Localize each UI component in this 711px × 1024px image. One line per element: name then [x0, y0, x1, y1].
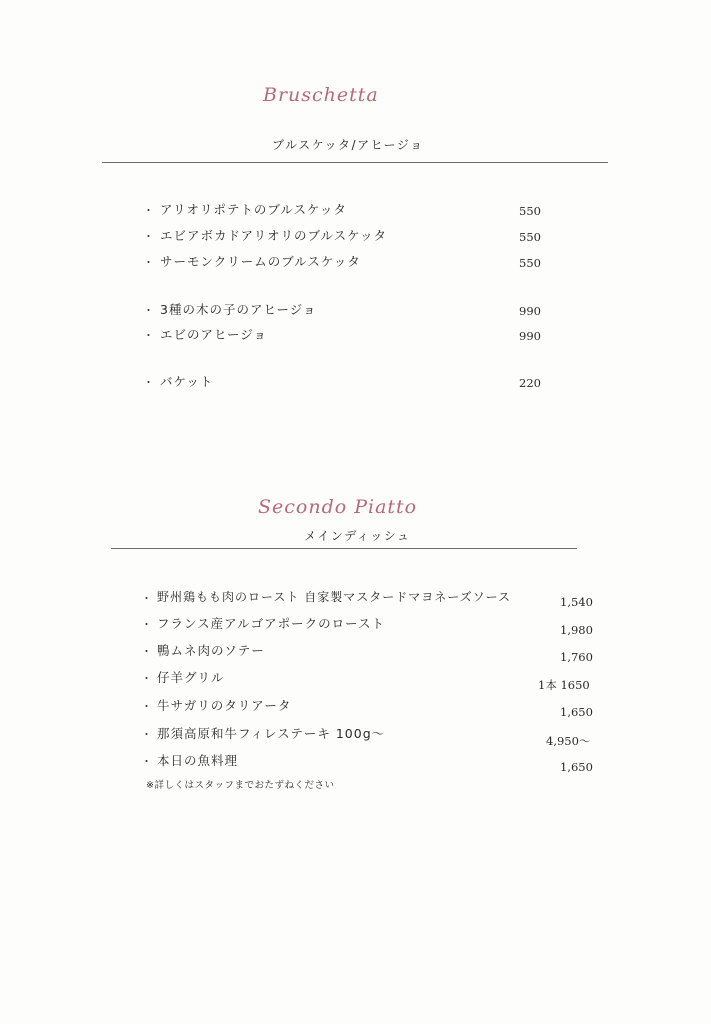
item-name: 野州鶏もも肉のロースト 自家製マスタードマヨネーズソース: [157, 590, 512, 604]
bullet: ・: [141, 700, 152, 713]
item-price: 1,540: [560, 595, 593, 609]
secondo-piatto-subtitle: メインディッシュ: [304, 529, 411, 543]
bruschetta-subtitle: ブルスケッタ/アヒージョ: [272, 138, 424, 152]
bruschetta-script-title: Bruschetta: [263, 84, 379, 106]
item-name: 本日の魚料理: [157, 753, 239, 768]
bullet: ・: [141, 728, 152, 741]
bullet: ・: [143, 329, 154, 342]
menu-item: [0, 226, 711, 246]
secondo-piatto-script-title: Secondo Piatto: [258, 496, 418, 518]
item-name: バケット: [160, 374, 214, 389]
item-price: 1,760: [560, 650, 593, 664]
item-name: 牛サガリのタリアータ: [157, 698, 292, 713]
item-name: エビのアヒージョ: [160, 327, 268, 342]
bullet: ・: [141, 755, 152, 768]
item-price: 1,650: [560, 760, 593, 774]
bullet: ・: [141, 645, 152, 658]
item-name: 那須高原和牛フィレステーキ 100g～: [157, 726, 386, 741]
item-name: フランス産アルゴアポークのロースト: [157, 616, 386, 631]
menu-item: [0, 588, 711, 608]
item-price: 4,950～: [546, 734, 591, 748]
bruschetta-divider: [102, 162, 608, 163]
bullet: ・: [141, 672, 152, 685]
menu-item: [0, 724, 711, 748]
menu-item: [0, 641, 711, 664]
item-price: 220: [519, 376, 541, 390]
secondo-piatto-divider: [111, 548, 577, 549]
menu-item: [0, 751, 711, 774]
bullet: ・: [141, 592, 152, 605]
item-price: 1,980: [560, 623, 593, 637]
item-name: アリオリポテトのブルスケッタ: [160, 202, 347, 217]
bullet: ・: [143, 204, 154, 217]
item-name: サーモンクリームのブルスケッタ: [160, 254, 361, 269]
item-name: 仔羊グリル: [157, 670, 225, 685]
menu-item: [0, 668, 711, 692]
bullet: ・: [143, 230, 154, 243]
item-price: 990: [519, 329, 541, 343]
menu-item: [0, 696, 711, 719]
bullet: ・: [143, 256, 154, 269]
item-name: 鴨ムネ肉のソテー: [157, 643, 265, 658]
item-price: 550: [519, 230, 541, 244]
bullet: ・: [141, 618, 152, 631]
footnote: ※詳しくはスタッフまでおたずねください: [146, 780, 335, 791]
item-price: 550: [519, 256, 541, 270]
item-price: 990: [519, 304, 541, 318]
item-name: 3種の木の子のアヒージョ: [160, 302, 317, 317]
item-price: 1,650: [560, 705, 593, 719]
item-name: エビアボカドアリオリのブルスケッタ: [160, 228, 388, 243]
item-price: 550: [519, 204, 541, 218]
menu-item: [0, 325, 711, 345]
menu-item: [0, 300, 711, 320]
menu-item: [0, 614, 711, 637]
bullet: ・: [143, 376, 154, 389]
menu-item: [0, 372, 711, 392]
bullet: ・: [143, 304, 154, 317]
menu-item: [0, 252, 711, 272]
menu-item: [0, 200, 711, 220]
item-price: 1本 1650: [538, 678, 590, 692]
